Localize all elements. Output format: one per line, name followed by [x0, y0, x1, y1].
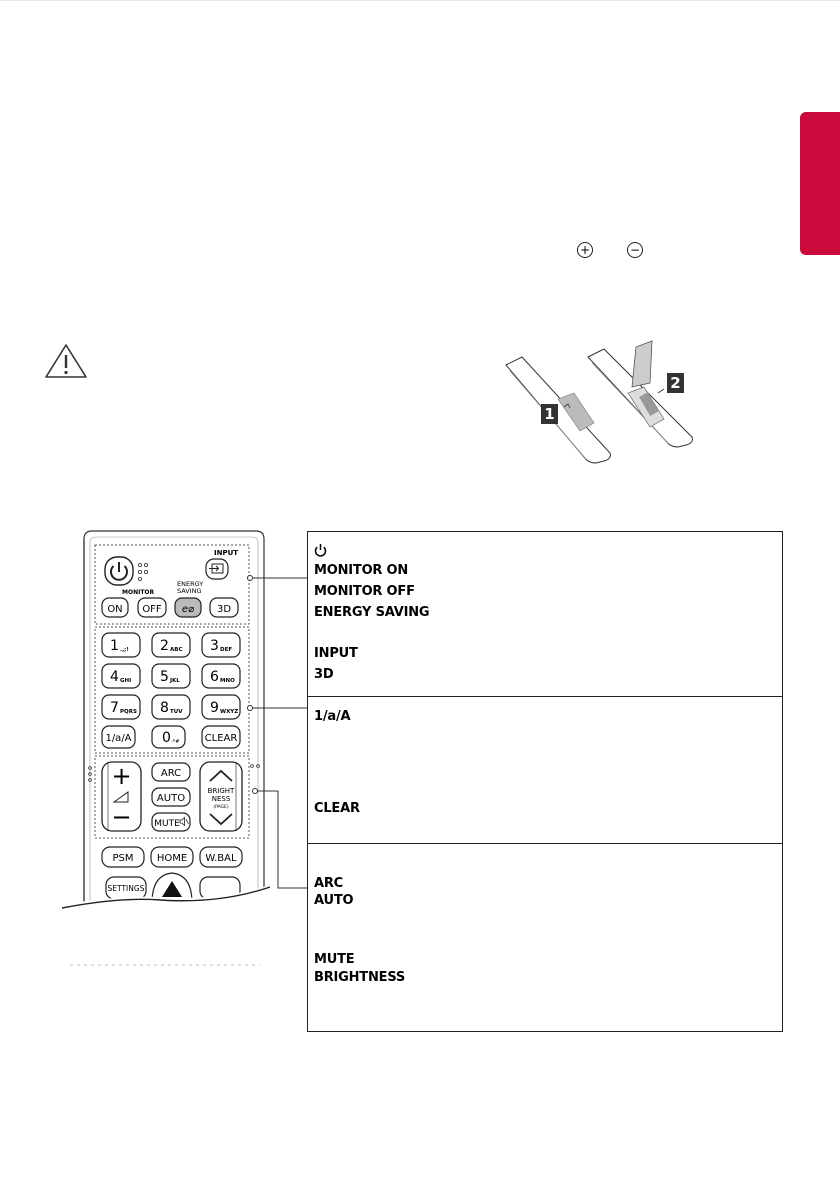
key-9-button[interactable]: [202, 695, 240, 719]
callout-box-keypad-group: [307, 696, 783, 844]
key-5-button[interactable]: [152, 664, 190, 688]
home-button[interactable]: [151, 847, 193, 867]
monitor-off-button[interactable]: [138, 598, 166, 617]
key-2-sublabel: ABC: [170, 647, 183, 653]
0-sub-label: -*#: [171, 739, 180, 745]
callout-1aA: 1/a/A: [314, 709, 351, 724]
warning-triangle-icon: [44, 343, 88, 379]
auto-label: AUTO: [156, 793, 186, 804]
volume-up-icon[interactable]: +: [111, 762, 132, 790]
callout-box-power-group: [307, 531, 783, 697]
callout-box-control-group: [307, 843, 783, 1032]
brightness-rocker[interactable]: [200, 762, 242, 831]
key-8-button[interactable]: [152, 695, 190, 719]
key-9-sublabel: WXYZ: [220, 709, 239, 715]
wbal-button[interactable]: [200, 847, 242, 867]
key-4-label: 4: [110, 669, 119, 685]
remote-control-illustration: [60, 525, 270, 975]
home-label: HOME: [156, 853, 188, 864]
plus-symbol: +: [579, 243, 591, 257]
key-7-label: 7: [110, 700, 119, 716]
clear-label: CLEAR: [204, 733, 238, 744]
0-button[interactable]: [152, 726, 185, 748]
power-button[interactable]: [105, 557, 133, 585]
callout-input: INPUT: [314, 646, 358, 661]
callout-monitor-off: MONITOR OFF: [314, 584, 415, 599]
input-button[interactable]: [206, 559, 228, 579]
keypad: [102, 633, 240, 719]
input-label: INPUT: [214, 549, 239, 557]
off-label: OFF: [142, 604, 162, 615]
key-1-label: 1: [110, 638, 119, 654]
key-3-sublabel: DEF: [220, 647, 233, 653]
key-7-sublabel: PQRS: [120, 709, 137, 715]
arc-label: ARC: [160, 768, 182, 779]
key-2-label: 2: [160, 638, 169, 654]
volume-down-icon[interactable]: −: [111, 803, 132, 831]
connector-dot-2: [248, 706, 253, 711]
bright-label-3: (PAGE): [213, 805, 229, 810]
0-label: 0: [162, 730, 171, 746]
key-3-label: 3: [210, 638, 219, 654]
connector-dot-1: [248, 576, 253, 581]
remote-back-1: [506, 357, 610, 463]
wbal-label: W.BAL: [205, 853, 237, 864]
key-1-button[interactable]: [102, 633, 140, 657]
battery-cover-illustration: [500, 335, 700, 465]
callout-brightness: BRIGHTNESS: [314, 970, 406, 985]
auto-button[interactable]: [152, 788, 190, 806]
1aA-button[interactable]: [102, 726, 135, 748]
key-6-button[interactable]: [202, 664, 240, 688]
volume-rocker[interactable]: [102, 762, 141, 831]
key-6-label: 6: [210, 669, 219, 685]
psm-label: PSM: [112, 853, 134, 864]
minus-polarity-icon: [627, 242, 643, 258]
callout-monitor-on: MONITOR ON: [314, 563, 409, 578]
key-4-sublabel: GHI: [120, 678, 132, 684]
step-2-badge: 2: [667, 373, 684, 393]
3d-label: 3D: [216, 604, 232, 615]
minus-symbol: −: [629, 243, 641, 257]
key-8-label: 8: [160, 700, 169, 716]
top-rule: [0, 0, 840, 1]
key-9-label: 9: [210, 700, 219, 716]
1aA-label: 1/a/A: [105, 733, 132, 744]
callout-arc: ARC: [314, 876, 344, 891]
callout-energy-saving: ENERGY SAVING: [314, 605, 430, 620]
connector-dot-3: [253, 789, 258, 794]
key-8-sublabel: TUV: [170, 709, 183, 715]
monitor-on-button[interactable]: [102, 598, 128, 617]
key-1-sublabel: .,;!: [120, 647, 129, 653]
bright-label-1: BRIGHT: [207, 787, 235, 795]
callout-3d: 3D: [314, 667, 334, 682]
on-label: ON: [107, 604, 123, 615]
monitor-label: MONITOR: [122, 589, 155, 596]
language-tab[interactable]: [800, 112, 840, 255]
key-3-button[interactable]: [202, 633, 240, 657]
key-2-button[interactable]: [152, 633, 190, 657]
3d-button[interactable]: [210, 598, 238, 617]
callout-clear: CLEAR: [314, 801, 360, 816]
energy-label-2: SAVING: [177, 587, 202, 595]
settings-label: SETTINGS: [107, 884, 145, 893]
step-1-badge: 1: [541, 404, 558, 424]
callout-connectors: [240, 560, 310, 900]
mute-button[interactable]: [152, 813, 190, 831]
key-7-button[interactable]: [102, 695, 140, 719]
mute-label: MUTE: [154, 819, 180, 829]
power-icon: [314, 543, 327, 557]
psm-button[interactable]: [102, 847, 144, 867]
clear-button[interactable]: [202, 726, 240, 748]
bright-label-2: NESS: [211, 795, 231, 803]
settings-button[interactable]: [106, 877, 146, 899]
key-5-sublabel: JKL: [170, 678, 180, 684]
callout-mute: MUTE: [314, 952, 355, 967]
key-6-sublabel: MNO: [220, 678, 235, 684]
remote-back-2: [588, 341, 692, 447]
energy-saving-button[interactable]: [175, 598, 201, 617]
arc-button[interactable]: [152, 763, 190, 781]
energy-saving-icon: e⌀: [181, 604, 195, 615]
key-5-label: 5: [160, 669, 169, 685]
key-4-button[interactable]: [102, 664, 140, 688]
plus-polarity-icon: [577, 242, 593, 258]
callout-auto: AUTO: [314, 893, 354, 908]
energy-label-1: ENERGY: [177, 580, 204, 588]
